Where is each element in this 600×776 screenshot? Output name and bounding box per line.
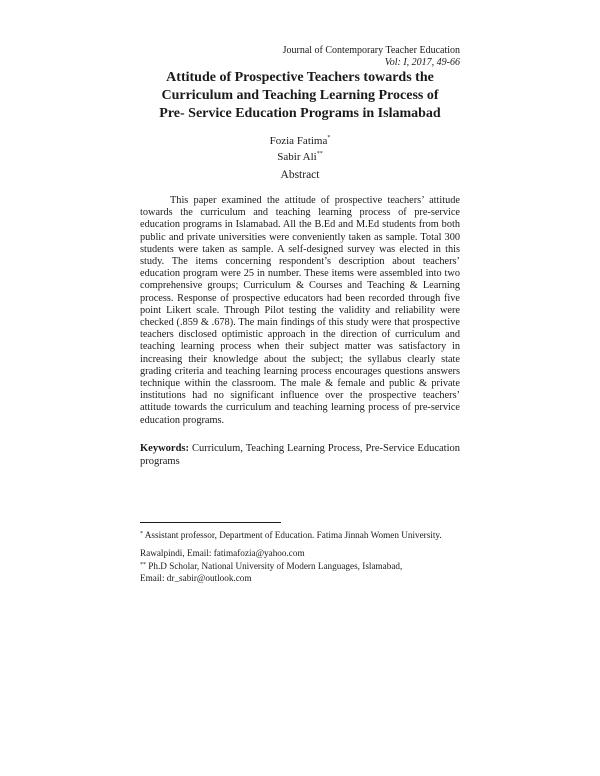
keywords-label: Keywords: — [140, 443, 189, 454]
footnote-text: Ph.D Scholar, National University of Modern Languages, Islamabad, — [146, 561, 403, 571]
journal-header — [283, 45, 460, 69]
footnote-marker: ** — [140, 562, 146, 568]
title-line: Pre- Service Education Programs in Islamabad — [159, 106, 441, 121]
author-marker: ** — [316, 151, 323, 157]
footnote-text: Assistant professor, Department of Education. Fatima Jinnah Women University. — [143, 530, 442, 540]
keywords — [140, 442, 460, 468]
abstract-heading: Abstract — [280, 169, 320, 181]
footnotes — [140, 528, 465, 584]
footnote-divider — [140, 522, 281, 523]
title-line: Attitude of Prospective Teachers towards the — [166, 70, 434, 85]
footnote-2 — [140, 559, 465, 572]
journal-name: Journal of Contemporary Teacher Education — [282, 45, 460, 56]
author-list — [140, 132, 460, 164]
footnote-1-continued: Rawalpindi, Email: fatimafozia@yahoo.com — [140, 548, 305, 558]
paper-title — [140, 69, 460, 123]
author-marker: * — [327, 135, 331, 141]
author-1 — [140, 132, 460, 148]
journal-volume: Vol: I, 2017, 49-66 — [384, 57, 460, 68]
abstract-body: This paper examined the attitude of prospective teachers’ attitude towards the curriculum and teaching learning process of pre-service education programs in Islamabad. All the B.Ed and M.Ed students from both public and private universities were conveniently taken as sample. Total 300 students were taken as sample. A self-designed survey was elected in this study. The items concerning respondent’s description about teachers’ education program were 25 in number. These items were assembled into two comprehensive groups; Curriculum & Courses and Teaching & Learning process. Response of prospective educators had been recorded through five point Likert scale. Through Pilot testing the validity and reliability were checked (.859 & .678). The main findings of this study were that prospective teachers disclosed optimistic approach in the direction of curriculum and teaching learning process when their subject matter was satisfactory in increasing their knowledge about the subject; the syllabus clearly state grading criteria and teaching learning process encourages questions answers technique within the classroom. The male & female and public & private institutions had no significant influence over the prospective teachers’ attitude towards the curriculum and teaching learning process of pre-service education programs. — [140, 195, 460, 426]
author-name: Sabir Ali — [277, 151, 317, 163]
author-2 — [140, 148, 460, 164]
author-name: Fozia Fatima — [269, 135, 328, 147]
footnote-marker: * — [140, 531, 143, 537]
keywords-text: Curriculum, Teaching Learning Process, Pre-Service Education programs — [140, 443, 460, 467]
footnote-1 — [140, 528, 465, 541]
footnote-2-continued: Email: dr_sabir@outlook.com — [140, 573, 252, 583]
title-line: Curriculum and Teaching Learning Process of — [161, 88, 439, 103]
